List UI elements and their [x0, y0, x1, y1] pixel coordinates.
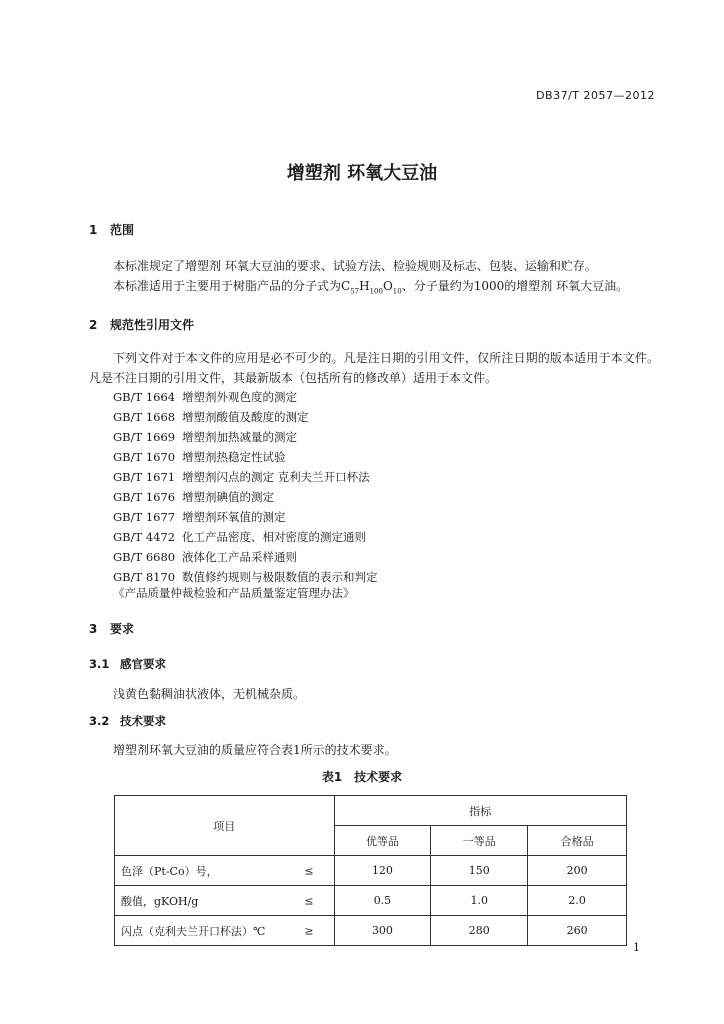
- reference-code: GB/T 1668: [113, 410, 176, 424]
- reference-title: 增塑剂外观色度的测定: [182, 390, 297, 404]
- reference-code: GB/T 1670: [113, 450, 176, 464]
- value-cell: 150: [431, 856, 528, 886]
- reference-code: GB/T 4472: [113, 530, 176, 544]
- limit-symbol: ≤: [304, 864, 314, 877]
- scope-paragraph-2: [113, 277, 628, 295]
- table-caption: 表1 技术要求: [321, 770, 403, 784]
- references-intro: 下列文件对于本文件的应用是必不可少的。凡是注日期的引用文件，仅所注日期的版本适用于本文件。凡是不注日期的引用文件，其最新版本（包括所有的修改单）适用于本文件。: [89, 351, 659, 385]
- reference-item: [113, 529, 366, 545]
- grade-header: 一等品: [431, 826, 528, 856]
- reference-item: [113, 549, 297, 565]
- reference-title: 增塑剂碘值的测定: [182, 490, 274, 504]
- subsection-title: 感官要求: [120, 657, 166, 671]
- reference-title: 增塑剂加热减量的测定: [182, 430, 297, 444]
- reference-item: [113, 409, 309, 425]
- reference-code: GB/T 1676: [113, 490, 176, 504]
- section-2-heading: [89, 316, 194, 333]
- reference-code: GB/T 1677: [113, 510, 176, 524]
- subsection-3-2-heading: [89, 713, 166, 729]
- section-number: 2: [89, 318, 98, 332]
- subsection-title: 技术要求: [120, 714, 166, 728]
- reference-item-regulation: 《产品质量仲裁检验和产品质量鉴定管理办法》: [113, 586, 355, 600]
- item-header: 项目: [115, 796, 335, 856]
- reference-item: [113, 389, 297, 405]
- reference-title: 增塑剂环氧值的测定: [182, 510, 286, 524]
- page-number: 1: [633, 941, 640, 954]
- limit-symbol: ≥: [304, 924, 314, 937]
- reference-item: [113, 509, 286, 525]
- reference-title: 增塑剂热稳定性试验: [182, 450, 286, 464]
- reference-item: [113, 469, 370, 485]
- item-name-cell: [115, 886, 335, 916]
- value-cell: 260: [528, 916, 627, 946]
- text-fragment: H: [359, 279, 370, 293]
- value-cell: 120: [334, 856, 431, 886]
- item-name: 色泽（Pt-Co）号，: [121, 864, 218, 878]
- table-row: [115, 916, 627, 946]
- value-cell: 300: [334, 916, 431, 946]
- subsection-number: 3.1: [89, 657, 110, 671]
- subsection-3-1-heading: [89, 656, 166, 672]
- value-cell: 0.5: [334, 886, 431, 916]
- section-1-heading: [89, 221, 134, 238]
- reference-title: 数值修约规则与极限数值的表示和判定: [182, 570, 378, 584]
- limit-symbol: ≤: [304, 894, 314, 907]
- item-name: 酸值，gKOH/g: [121, 894, 199, 908]
- reference-title: 化工产品密度、相对密度的测定通则: [182, 530, 366, 544]
- section-number: 3: [89, 622, 98, 636]
- reference-item: [113, 569, 378, 585]
- technical-requirement-text: 增塑剂环氧大豆油的质量应符合表1所示的技术要求。: [113, 743, 397, 757]
- sensory-requirement-text: 浅黄色黏稠油状液体，无机械杂质。: [113, 687, 306, 701]
- reference-code: GB/T 6680: [113, 550, 176, 564]
- reference-item: [113, 489, 274, 505]
- reference-title: 液体化工产品采样通则: [182, 550, 297, 564]
- technical-requirements-table: [114, 795, 627, 946]
- item-name-cell: [115, 916, 335, 946]
- table-row: [115, 886, 627, 916]
- reference-item: [113, 449, 286, 465]
- text-fragment: 、分子量约为1000的增塑剂 环氧大豆油。: [401, 279, 629, 293]
- table-header-row: [115, 796, 627, 826]
- subscript: 100: [369, 287, 383, 296]
- subsection-number: 3.2: [89, 714, 110, 728]
- reference-code: GB/T 1671: [113, 470, 176, 484]
- section-title: 规范性引用文件: [110, 318, 195, 332]
- value-cell: 1.0: [431, 886, 528, 916]
- scope-paragraph-1: 本标准规定了增塑剂 环氧大豆油的要求、试验方法、检验规则及标志、包装、运输和贮存。: [113, 259, 597, 273]
- text-fragment: 本标准适用于主要用于树脂产品的分子式为C: [113, 279, 351, 293]
- standard-code: DB37/T 2057—2012: [536, 89, 655, 102]
- subscript: 57: [350, 287, 360, 296]
- reference-title: 增塑剂酸值及酸度的测定: [182, 410, 309, 424]
- grade-header: 合格品: [528, 826, 627, 856]
- item-name: 闪点（克利夫兰开口杯法）℃: [121, 924, 266, 938]
- grade-header: 优等品: [334, 826, 431, 856]
- value-cell: 280: [431, 916, 528, 946]
- section-title: 要求: [110, 622, 135, 636]
- table-row: [115, 856, 627, 886]
- item-name-cell: [115, 856, 335, 886]
- reference-item: [113, 429, 297, 445]
- section-3-heading: [89, 620, 134, 637]
- text-fragment: O: [382, 279, 393, 293]
- reference-title: 增塑剂闪点的测定 克利夫兰开口杯法: [182, 470, 370, 484]
- document-title: 增塑剂 环氧大豆油: [286, 163, 438, 184]
- subscript: 10: [392, 287, 402, 296]
- section-number: 1: [89, 223, 98, 237]
- value-cell: 2.0: [528, 886, 627, 916]
- reference-code: GB/T 8170: [113, 570, 176, 584]
- value-cell: 200: [528, 856, 627, 886]
- section-title: 范围: [110, 223, 135, 237]
- reference-code: GB/T 1669: [113, 430, 176, 444]
- reference-code: GB/T 1664: [113, 390, 176, 404]
- index-header: 指标: [334, 796, 626, 826]
